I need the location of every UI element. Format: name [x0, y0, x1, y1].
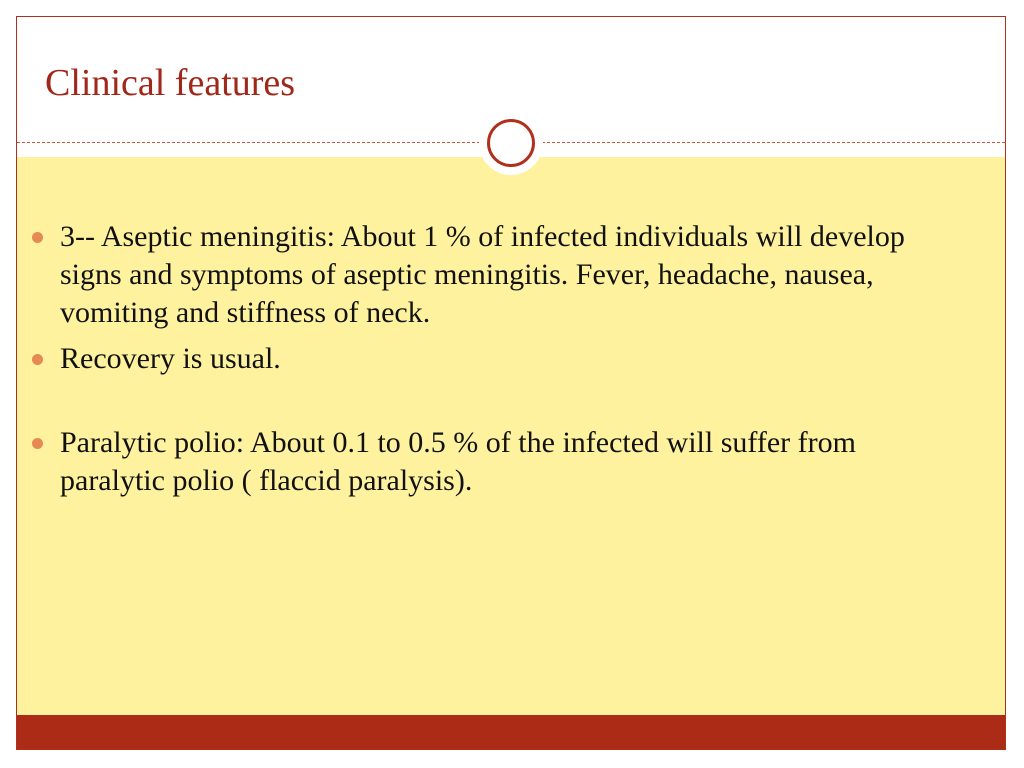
bullet-list [30, 218, 960, 500]
bullet-text: Recovery is usual. [60, 342, 281, 375]
slide-title: Clinical features [45, 62, 296, 104]
bullet-dot-icon [32, 354, 43, 365]
bullet-dot-icon [32, 438, 43, 449]
ornament-ring [487, 119, 535, 167]
circle-ring-icon [479, 111, 543, 175]
list-item [30, 340, 960, 378]
list-item [30, 424, 960, 500]
list-item [30, 218, 960, 332]
bullet-text: 3-- Aseptic meningitis: About 1 % of infected individuals will develop signs and symptoms of aseptic meningitis. Fever, headache, nausea, vomiting and stiffness of neck. [60, 220, 905, 329]
bullet-dot-icon [32, 232, 43, 243]
footer-bar [17, 715, 1005, 749]
bullet-text: Paralytic polio: About 0.1 to 0.5 % of the infected will suffer from paralytic polio ( flaccid paralysis). [60, 426, 856, 497]
